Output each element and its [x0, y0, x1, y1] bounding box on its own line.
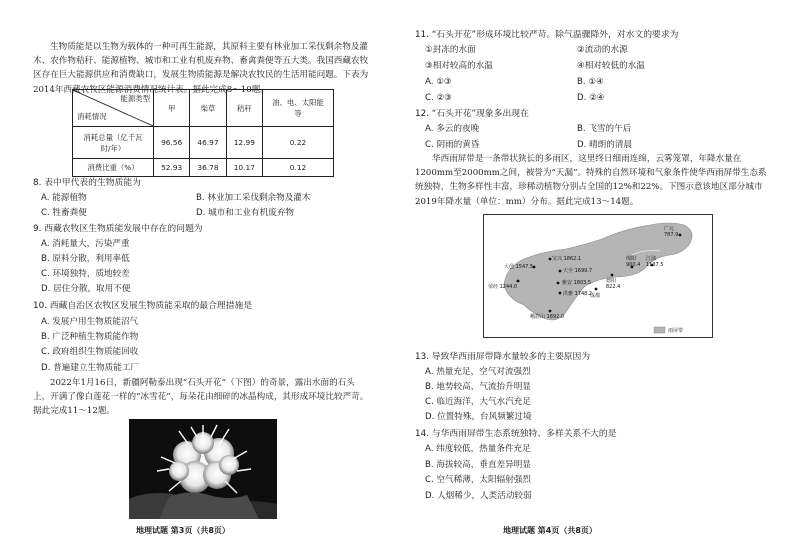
intro-passage-13-14: 华西雨屏带是一条带状狭长的多雨区，这里终日细雨连绵，云雾笼罩，年降水量在1200mm至2000mm之间，被誉为“天漏”。特殊的自然环境和气象条件使华西雨屏带生态系统独特，生物多样性丰富，珍稀动植物分别占全国的12%和22%。下图示意该地区部分城市2019年降水量（单位：mm）分布。据此完成13～14题。 [415, 154, 767, 207]
q14-option-b[interactable]: B. 海拔较高，垂直差异明显 [425, 460, 531, 470]
table-cell: 0.22 [263, 127, 334, 159]
energy-consumption-table [72, 89, 334, 177]
row-label: 消费比重（%） [73, 159, 154, 177]
question-9-stem: 9. 西藏农牧区生物质能发展中存在的问题为 [33, 224, 203, 234]
q8-option-c[interactable]: C. 牲畜粪便 [41, 208, 87, 218]
q13-option-a[interactable]: A. 热量充足，空气对流强烈 [425, 367, 531, 377]
q11-choice-2: ②流动的水源 [577, 45, 628, 55]
map-label-yaan: 雅安 1803.5 [562, 280, 592, 286]
table-cell: 52.93 [154, 159, 190, 177]
rain-screen-map [483, 214, 713, 338]
map-label-baoxing: 宝兴 1862.1 [552, 256, 582, 262]
corner-top-label: 能源类型 [120, 94, 150, 103]
table-corner-cell [73, 90, 154, 127]
map-label-jiangyou: 江油 1137.5 [646, 256, 664, 268]
map-label-tianquan: 天全 1699.7 [563, 268, 593, 274]
ice-flower-photo [129, 419, 277, 519]
map-label-emeishan: 峨眉山 1892.0 [530, 314, 565, 320]
map-label-guangyuan: 广元 787.9 [664, 226, 679, 238]
q11-option-c[interactable]: C. ②③ [425, 93, 452, 103]
map-legend-label: 雨屏带 [668, 328, 684, 334]
q14-option-c[interactable]: C. 空气稀薄，太阳辐射强烈 [425, 475, 531, 485]
q10-option-b[interactable]: B. 广泛种植生物质能作物 [41, 332, 139, 342]
map-label-deyang: 德阳 822.4 [606, 278, 621, 290]
page-footer-left: 地理试题 第3页（共8页） [136, 526, 230, 535]
q11-choice-4: ④相对较低的水温 [577, 61, 645, 71]
q11-option-a[interactable]: A. ①③ [425, 77, 452, 87]
table-cell: 12.99 [226, 127, 262, 159]
q9-option-c[interactable]: C. 环境独特，质地较差 [41, 269, 130, 279]
q11-option-b[interactable]: B. ①④ [577, 77, 604, 87]
q8-option-d[interactable]: D. 城市和工业有机废弃物 [196, 208, 295, 218]
table-cell: 10.17 [226, 159, 262, 177]
q13-option-c[interactable]: C. 临近海洋，大气水汽充足 [425, 397, 531, 407]
map-label-chengdu: 成都 [590, 293, 601, 299]
q11-choice-1: ①封冻的水面 [425, 45, 476, 55]
table-cell: 46.97 [190, 127, 226, 159]
table-row [73, 127, 334, 159]
q10-option-a[interactable]: A. 发展户用生物质能沼气 [41, 317, 139, 327]
q12-option-b[interactable]: B. 飞雪的午后 [577, 124, 632, 134]
column-header: 甲 [154, 90, 190, 127]
corner-bottom-label: 消耗情况 [77, 112, 107, 121]
question-14-stem: 14. 与华西雨屏带生态系统独特、多样关系不大的是 [415, 429, 617, 439]
table-row [73, 159, 334, 177]
q11-option-d[interactable]: D. ②④ [577, 93, 605, 103]
q12-option-c[interactable]: C. 阴雨的黄昏 [425, 140, 480, 150]
q12-option-a[interactable]: A. 多云的夜晚 [425, 124, 480, 134]
q9-option-d[interactable]: D. 居住分散，取用不便 [41, 284, 131, 294]
question-12-stem: 12. “石头开花”现象多出现在 [415, 109, 529, 119]
q13-option-b[interactable]: B. 地势较高，气流抬升明显 [425, 382, 531, 392]
column-header: 秸秆 [226, 90, 262, 127]
map-label-mianyang: 绵阳 900.4 [626, 256, 641, 268]
map-label-dayi: 大邑 1547.5 [504, 264, 534, 270]
q14-option-a[interactable]: A. 纬度较低，热量条件充足 [425, 444, 531, 454]
column-header: 油、电、太阳能等 [263, 90, 334, 127]
q8-option-b[interactable]: B. 林业加工采伐剩余物及灌木 [196, 193, 311, 203]
right-page [397, 0, 794, 551]
map-label-yingjing: 荥经 1244.0 [488, 284, 518, 290]
q8-option-a[interactable]: A. 能源植物 [41, 193, 87, 203]
column-header: 柴草 [190, 90, 226, 127]
map-label-hongya: 洪雅 1748.2 [563, 291, 593, 297]
question-11-stem: 11. “石头开花”形成环境比较严苛。除气温骤降外，对水文的要求为 [415, 30, 679, 40]
q11-choice-3: ③相对较高的水温 [425, 61, 493, 71]
question-8-stem: 8. 表中甲代表的生物质能为 [33, 178, 141, 188]
question-13-stem: 13. 导致华西雨屏带降水量较多的主要原因为 [415, 352, 591, 362]
q10-option-c[interactable]: C. 政府组织生物质能回收 [41, 347, 139, 357]
row-label: 消耗总量（亿千瓦时/年） [73, 127, 154, 159]
q9-option-a[interactable]: A. 消耗量大，污染严重 [41, 239, 130, 249]
q12-option-d[interactable]: D. 晴朗的清晨 [577, 140, 633, 150]
table-cell: 0.12 [263, 159, 334, 177]
intro-passage-8-10: 生物质能是以生物为载体的一种可再生能源，其原料主要有林业加工采伐剩余物及灌木、农作物秸秆、能源植物、城市和工业有机废弃物、畜禽粪便等五大类。我国西藏农牧区存在巨大能源供应和消费缺口，发展生物质能源是解决农牧民的生活用能问题。下表为2014年西藏农牧区能源消费情况统计表。据此完成8～10题。 [33, 42, 369, 95]
table-cell: 36.78 [190, 159, 226, 177]
page-footer-right: 地理试题 第4页（共8页） [503, 526, 597, 535]
intro-passage-11-12: 2022年1月16日，新疆阿勒泰出现“石头开花”（下图）的奇景，露出水面的石头上，开满了像白莲花一样的“冰雪花”，每朵花由细碎的冰晶构成，其形成环境比较严苛。据此完成11～12题。 [33, 378, 369, 417]
question-10-stem: 10. 西藏自治区农牧区发展生物质能采取的最合理措施是 [33, 301, 253, 311]
q14-option-d[interactable]: D. 人烟稀少，人类活动较弱 [425, 491, 532, 501]
q10-option-d[interactable]: D. 普遍建立生物质能工厂 [41, 363, 140, 373]
q9-option-b[interactable]: B. 原料分散，利用率低 [41, 254, 130, 264]
q13-option-d[interactable]: D. 位置特殊，台风频繁过境 [425, 412, 532, 422]
table-cell: 96.56 [154, 127, 190, 159]
